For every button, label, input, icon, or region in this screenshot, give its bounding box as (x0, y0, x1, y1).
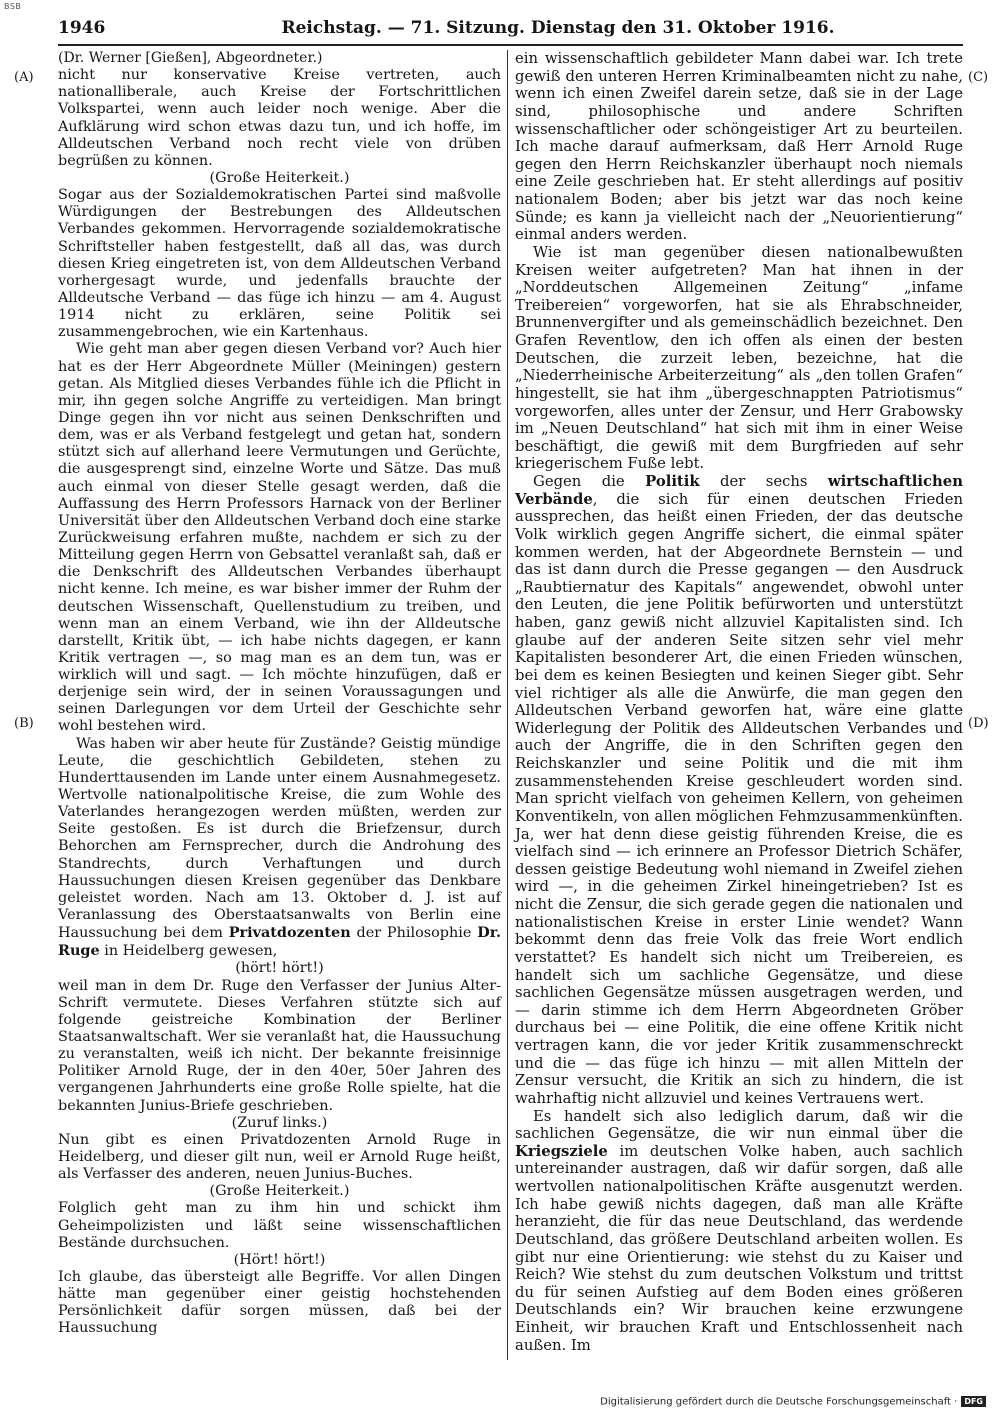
paragraph: Wie geht man aber gegen diesen Verband vor? Auch hier hat es der Herr Abgeordnete Müller (Meiningen) gestern getan. Als Mitglied dieses Verbandes fühle ich die Pflicht in mir, ihn gegen solche Angriffe zu verteidigen. Man bringt Dinge gegen ihn vor nicht aus seinen Denkschriften und dem, was er als Verband festgelegt und getan hat, sondern stützt sich auf allerhand leere Vermutungen und Gerüchte, die ausgesprengt sind, einzelne Worte und Sätze. Das muß auch einmal von dieser Stelle gesagt werden, daß die Auffassung des Herrn Professors Harnack von der Berliner Universität über den Alldeutschen Verband doch eine starke Zurückweisung erfahren mußte, nachdem er sich zu der Mitteilung gegen Herrn von Gebsattel veranlaßt sah, daß er die Denkschrift des Alldeutschen Verbandes überhaupt nicht kenne. Ich meine, es war bisher immer der Ruhm der deutschen Wissenschaft, Quellenstudium zu treiben, und wenn man an einem Verband, wie ihn der Alldeutsche darstellt, Kritik übt, — ich habe nichts dagegen, er kann Kritik vertragen —, so mag man es an dem tun, was er wirklich will und sagt. — Ich möchte hinzufügen, daß er derjenige sein wird, der in seinen Voraussagungen und seinen Darlegungen vor dem Urteil der Geschichte sehr wohl bestehen wird. (58, 341, 501, 735)
paragraph: weil man in dem Dr. Ruge den Verfasser der Junius Alter-Schrift vermutete. Dieses Verfahren stützte sich auf folgende geistreiche Kombination der Berliner Staatsanwaltschaft. Wer sie veranlaßt hat, die Haussuchung zu veranstalten, weiß ich nicht. Der bekannte freisinnige Politiker Arnold Ruge, der in den 40er, 50er Jahren des vergangenen Jahrhunderts eine große Rolle spielte, hat die bekannten Junius-Briefe geschrieben. (58, 977, 501, 1114)
running-title: Reichstag. — 71. Sitzung. Dienstag den 31. Oktober 1916. (281, 18, 835, 38)
interjection: (Große Heiterkeit.) (209, 1183, 350, 1200)
text-run: Gegen die (533, 473, 646, 490)
margin-label-a: (A) (14, 70, 34, 85)
paragraph: Nun gibt es einen Privatdozenten Arnold Ruge in Heidelberg, und dieser gilt nun, weil er Arnold Ruge heißt, als Verfasser des anderen, neuen Junius-Buches. (58, 1131, 501, 1183)
emphasis: Kriegsziele (515, 1142, 608, 1160)
margin-label-c: (C) (968, 70, 989, 85)
text-run: der Philosophie (350, 925, 478, 942)
paragraph (58, 736, 501, 961)
paragraph: Folglich geht man zu ihm hin und schickt ihm Geheimpolizisten und läßt seine wissenschaftlichen Bestände durchsuchen. (58, 1200, 501, 1251)
dfg-logo: DFG (961, 1396, 986, 1407)
paragraph: Sogar aus der Sozialdemokratischen Partei sind maßvolle Würdigungen der Bestrebungen des Alldeutschen Verbandes gekommen. Hervorragende sozialdemokratische Schriftsteller haben festgestellt, daß all das, was durch diesen Krieg eingetreten ist, von dem Alldeutschen Verband vorhergesagt wurde, und jedenfalls brauchte der Alldeutsche Verband — das füge ich hinzu — am 4. August 1914 nicht zu erklären, seine Politik sei zusammengebrochen, wie ein Kartenhaus. (58, 187, 501, 341)
interjection: (Zuruf links.) (231, 1114, 328, 1131)
interjection: (hört! hört!) (235, 960, 324, 977)
text-run: Was haben wir aber heute für Zustände? Geistig mündige Leute, die geschichtlich Gebildeten, stehen zu Hunderttausenden im Lande unter einem Ausnahmegesetz. Wertvolle nationalpolitische Kreise, die zum Wohle des Vaterlandes herangezogen werden müßten, werden zur Seite gestoßen. Es ist durch die Briefzensur, durch Behorchen am Fernsprecher, durch die Androhung des Standrechts, durch Verhaftungen und durch Haussuchungen diesen Kreisen gegenüber das Denkbare geleistet worden. Nach am 13. Oktober d. J. ist auf Veranlassung des Oberstaatsanwalts von Berlin eine Haussuchung bei dem (58, 735, 501, 942)
left-column (58, 50, 501, 1338)
emphasis: wirtschaftlichen Verbände (515, 473, 963, 508)
library-logo: BSB (4, 2, 22, 11)
text-run: im deutschen Volke haben, auch sachlich untereinander austragen, daß wir dafür sorgen, daß alle wertvollen nationalpolitischen Kräfte ausgenutzt werden. Ich habe gewiß nichts dagegen, daß man alle Kräfte heranzieht, die für das neue Deutschland, das werdende Deutschland, das größere Deutschland arbeiten wollen. Es gibt nur eine Orientierung: wie stehst du zu Kaiser und Reich? Wie stehst du zum deutschen Volkstum und trittst du für seinen Aufstieg auf dem Boden eines größeren Deutschlands ein? Wir brauchen keine erzwungene Einheit, wir brauchen Kraft und Entschlossenheit nach außen. Im (515, 1142, 963, 1354)
margin-label-d: (D) (968, 716, 989, 731)
interjection: (Hört! hört!) (233, 1251, 326, 1268)
column-divider (507, 50, 508, 1360)
margin-label-b: (B) (14, 716, 34, 731)
funding-footer (600, 1396, 986, 1408)
text-run: Es handelt sich also lediglich darum, daß wir die sachlichen Gegensätze, die wir nun einmal über die (515, 1107, 963, 1143)
right-column (515, 50, 963, 1354)
interjection: (Große Heiterkeit.) (209, 169, 350, 186)
text-run: , die sich für einen deutschen Frieden aussprechen, das heißt einen Frieden, der das deutsche Volk wirklich gegen Angriffe sichert, die einmal später kommen werden, hat der Abgeordnete Bernstein — und das ist dann durch die Presse gegangen — den Ausdruck „Raubtiernatur des Kapitals“ angewendet, obwohl unter den Leuten, die jene Politik befürworten und unterstützt haben, ganz gewiß nicht allzuviel Kapitalisten sind. Ich glaube auf der anderen Seite sitzen sehr viel mehr Kapitalisten besonderer Art, die einen Frieden wünschen, bei dem es keinen Besiegten und keinen Sieger gibt. Sehr viel richtiger als alle die Anwürfe, die man gegen den Alldeutschen Verband geworfen hat, wäre eine glatte Widerlegung der Politik des Alldeutschen Verbandes und auch der Angriffe, die in den Schriften gegen den Reichskanzler und seine Politik und die mit ihm zusammenstehenden Kreise geschleudert worden sind. Man spricht vielfach von geheimen Kellern, von geheimen Konventikeln, von allen möglichen Fehmzusammenkünften. Ja, wer hat denn diese geistig führenden Kreise, die es vielfach sind — ich erinnere an Professor Dietrich Schäfer, dessen geistige Bedeutung wohl niemand in Zweifel ziehen wird —, in die geheimen Zirkel hineingetrieben? Ist es nicht die Zensur, die sich gerade gegen die nationalen und nationalistischen Kreise in erster Linie wendet? Wann bekommt denn das freie Volk das freie Wort endlich verstattet? Es handelt sich nicht um Treibereien, es handelt sich um sachliche Gegensätze, und diese sachlichen Gegensätze müssen ausgetragen werden, und — darin stimme ich dem Herrn Abgeordneten Gröber durchaus bei — eine Politik, die eine offene Kritik nicht vertragen kann, die vor jeder Kritik zusammenschreckt und die — das füge ich hinzu — mit allen Mitteln der Zensur versucht, die Kritik an sich zu hindern, die ist wahrhaftig nicht allzuviel und keines Vertrauens wert. (515, 490, 963, 1107)
emphasis: Politik (645, 473, 700, 490)
paragraph: Ich glaube, das übersteigt alle Begriffe. Vor allen Dingen hätte man gegenüber einer geistig hochstehenden Persönlichkeit dafür sorgen müssen, daß bei der Haussuchung (58, 1268, 501, 1337)
footer-text: Digitalisierung gefördert durch die Deutsche Forschungsgemeinschaft · (600, 1396, 958, 1408)
emphasis: Privatdozenten (228, 924, 351, 942)
speaker-line: (Dr. Werner [Gießen], Abgeordneter.) (58, 50, 323, 66)
emphasis: Dr. Ruge (58, 924, 501, 960)
paragraph: ein wissenschaftlich gebildeter Mann dabei war. Ich trete gewiß den unteren Herren Kriminalbeamten nicht zu nahe, wenn ich einen Zweifel darein setze, daß sie in der Lage sind, philosophische und andere Schriften wissenschaftlicher oder schöngeistiger Art zu beurteilen. Ich mache darauf aufmerksam, daß Herr Arnold Ruge gegen den Herrn Reichskanzler überhaupt noch niemals eine Zeile geschrieben hat. Er steht allerdings auf positiv nationalem Boden; aber bis jetzt war das noch keine Sünde; es kann ja vielleicht nach der „Neuorientierung“ einmal anders werden. (515, 50, 963, 244)
paragraph: nicht nur konservative Kreise vertreten, auch nationalliberale, auch Kreise der Fortschrittlichen Volkspartei, wenn auch leider noch wenige. Aber die Aufklärung wird schon etwas dazu tun, und ich hoffe, im Alldeutschen Verband noch recht viele von drüben begrüßen zu können. (58, 67, 501, 169)
paragraph (515, 1108, 963, 1355)
page-number: 1946 (58, 18, 106, 38)
page-header (58, 18, 963, 46)
text-run: in Heidelberg gewesen, (99, 943, 278, 960)
header-rule (58, 44, 963, 46)
text-run: der sechs (699, 473, 828, 490)
paragraph (515, 473, 963, 1108)
paragraph: Wie ist man gegenüber diesen nationalbewußten Kreisen weiter aufgetreten? Man hat ihnen in der „Norddeutschen Allgemeinen Zeitung“ „infame Treibereien“ vorgeworfen, hat sie als Ehrabschneider, Brunnenvergifter und als gemeinschädlich bezeichnet. Den Grafen Reventlow, den ich offen als einen der besten Deutschen, die zurzeit leben, bezeichne, hat die „Niederrheinische Arbeiterzeitung“ als „den tollen Grafen“ hingestellt, sie hat ihm „übergeschnappten Patriotismus“ vorgeworfen, alles unter der Zensur, und Herr Grabowsky im „Neuen Deutschland“ hat sich mit ihm in einer Weise beschäftigt, die gewiß mit dem Burgfrieden auf sehr kriegerischem Fuße lebt. (515, 243, 963, 473)
